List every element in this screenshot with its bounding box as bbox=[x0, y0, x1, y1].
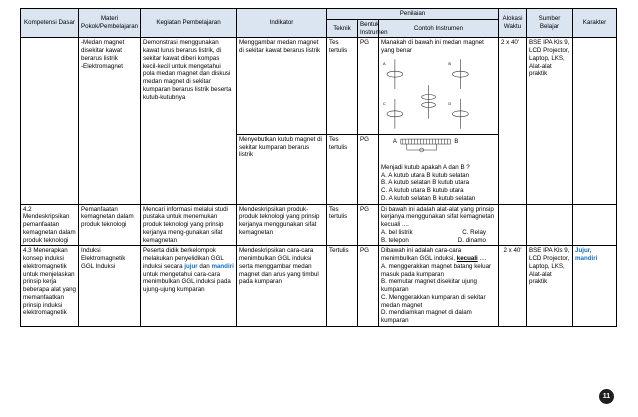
magnetic-field-figure bbox=[381, 55, 496, 133]
materi-cell bbox=[79, 38, 141, 204]
header-bentuk: Bentuk Instrumen bbox=[358, 19, 379, 38]
solenoid-label-b: B bbox=[454, 138, 459, 145]
table-row bbox=[21, 38, 617, 135]
kd-cell: 4.2 Mendeskripsikan pemanfaatan kemagnetan dalam produk teknologi bbox=[21, 204, 79, 246]
syllabus-table bbox=[20, 8, 617, 327]
header-kompetensi: Kompetensi Dasar bbox=[21, 9, 79, 38]
header-kegiatan: Kegiatan Pembelajaran bbox=[141, 9, 237, 38]
kecuali-emphasis: kecuali bbox=[456, 255, 478, 262]
contoh-cell bbox=[379, 38, 499, 135]
header-materi: Materi Pokok/Pembelajaran bbox=[79, 9, 141, 38]
answer-option: A. bel listrik bbox=[381, 228, 413, 236]
answer-option: D. dinamo bbox=[457, 236, 486, 244]
header-sumber: Sumber Belajar bbox=[527, 9, 573, 38]
solenoid-label-a: A bbox=[392, 138, 397, 145]
answer-option: C. A kutub utara B kutub utara bbox=[381, 187, 464, 194]
karakter-cell: Jujur, mandiri bbox=[573, 246, 617, 327]
options-line bbox=[381, 237, 496, 245]
materi-cell: Pemanfaatan kemagnetan dalam produk teknologi bbox=[79, 204, 141, 246]
materi-cell: Induksi Elektromagnetik GGL Induksi bbox=[79, 246, 141, 327]
karakter-cell-empty bbox=[573, 38, 617, 204]
kegiatan-cell: Demonstrasi menggunakan kawat lurus berarus listrik, di sekitar kawat diberi kompas kecil-kecil untuk mengetahui pola medan magnet dan diskusi medan magnet di sekitar kumparan berarus listrik beserta kutub-kutubnya bbox=[141, 38, 237, 204]
question-text: Dibawah ini adalah cara-cara menimbulkan GGL induksi, kecuali .... bbox=[381, 247, 487, 262]
header-teknik: Teknik bbox=[327, 19, 358, 38]
teknik-cell: Tes tertulis bbox=[327, 38, 358, 135]
sumber-cell: BSE IPA Kls 9, LCD Projector, Laptop, LKS, Alat-alat praktik bbox=[527, 38, 573, 204]
answer-option: B. A kutub selatan B kutub utara bbox=[381, 179, 470, 187]
materi-item: -Medan magnet disekitar kawat berarus listrik bbox=[81, 39, 125, 62]
indikator-cell: Menyebutkan kutub magnet di sekitar kumparan berarus listrik bbox=[237, 134, 327, 204]
contoh-cell bbox=[379, 246, 499, 327]
header-indikator: Indikator bbox=[237, 9, 327, 38]
answer-option: C. Relay bbox=[462, 228, 486, 236]
kegiatan-text: Peserta didik berkelompok melakukan penyelidikan GGL induksi secara bbox=[143, 247, 224, 270]
answer-option: A. menggerakkan magnet batang keluar masuk pada kumparan bbox=[381, 262, 492, 278]
highlight-mandiri: mandiri bbox=[211, 262, 234, 270]
options-line bbox=[381, 229, 496, 237]
header-alokasi: Alokasi Waktu bbox=[499, 9, 527, 38]
contoh-cell bbox=[379, 134, 499, 204]
teknik-cell: Tertulis bbox=[327, 246, 358, 327]
question-text: Menjadi kutub apakah A dan B ? bbox=[381, 163, 470, 171]
question-text: Manakah di bawah ini medan magnet yang benar bbox=[381, 39, 484, 54]
table-row bbox=[21, 246, 617, 327]
teknik-cell: Tes tertulis bbox=[327, 134, 358, 204]
answer-option: B. memutar magnet disekitar ujung kumparan bbox=[381, 278, 477, 293]
indikator-cell: Mendeskripsikan cara-cara menimbulkan GGL induksi serta menggambar medan magnet dan arus yang timbul pada kumparan bbox=[237, 246, 327, 327]
alokasi-cell: 2 x 40' bbox=[499, 246, 527, 327]
bentuk-cell: PG bbox=[358, 204, 379, 246]
teknik-cell: Tes tertulis bbox=[327, 204, 358, 246]
kd-cell-empty bbox=[21, 38, 79, 204]
figure-label-d: D bbox=[448, 100, 452, 106]
page-number-badge: 11 bbox=[599, 389, 614, 404]
bentuk-cell: PG bbox=[358, 134, 379, 204]
kd-cell: 4.3 Menerapkan konsep induksi elektromagnetik untuk menjelaskan prinsip kerja beberapa alat yang memanfaatkan prinsip induksi elektromagnetik bbox=[21, 246, 79, 327]
highlight-jujur: jujur bbox=[184, 262, 198, 270]
answer-option: A. A kutub utara B kutub selatan bbox=[381, 171, 470, 179]
bentuk-cell: PG bbox=[358, 246, 379, 327]
answer-option: B. telepon bbox=[381, 236, 409, 244]
kegiatan-text: dan bbox=[197, 262, 212, 270]
figure-label-c: C bbox=[382, 100, 386, 106]
answer-option: D. A kutub selatan B kutub selatan bbox=[381, 194, 476, 202]
question-text: Di bawah ini adalah alat-alat yang prinsip kerjanya menggunakan sifat kemagnetan kecuali .... bbox=[381, 205, 495, 228]
kegiatan-text: untuk mengetahui cara-cara menimbulkan GGL induksi pada ujung-ujung kumparan bbox=[143, 270, 231, 293]
figure-label-a: A bbox=[382, 61, 386, 66]
answer-option: C. Menggerakkan kumparan di sekitar medan magnet bbox=[381, 293, 486, 309]
header-contoh: Contoh Instrumen bbox=[379, 19, 499, 38]
indikator-cell: Mendeskripsikan produk-produk teknologi yang prinsip kerjanya menggunakan sifat kemagnetan bbox=[237, 204, 327, 246]
bentuk-cell: PG bbox=[358, 38, 379, 135]
indikator-cell: Menggambar medan magnet di sekitar kawat berarus listrik bbox=[237, 38, 327, 135]
header-penilaian: Penilaian bbox=[327, 9, 499, 20]
contoh-cell bbox=[379, 204, 499, 246]
alokasi-cell-empty bbox=[499, 204, 527, 246]
sumber-cell: BSE IPA Kls 9, LCD Projector, Laptop, LKS, Alat-alat praktik bbox=[527, 246, 573, 327]
figure-label-b: B bbox=[448, 61, 452, 66]
answer-option: D. mendiamkan magnet di dalam kumparan bbox=[381, 309, 472, 324]
sumber-cell-empty bbox=[527, 204, 573, 246]
karakter-cell-empty bbox=[573, 204, 617, 246]
materi-item: -Elektromagnet bbox=[81, 62, 123, 70]
table-row bbox=[21, 204, 617, 246]
header-karakter: Karakter bbox=[573, 9, 617, 38]
solenoid-figure bbox=[381, 136, 496, 164]
kegiatan-cell: Mencari informasi melalui studi pustaka untuk menemukan produk teknologi yang prinsip kerjanya meng-gunakan sifat kemagnetan bbox=[141, 204, 237, 246]
alokasi-cell: 2 x 40' bbox=[499, 38, 527, 204]
kegiatan-cell bbox=[141, 246, 237, 327]
header-row bbox=[21, 9, 617, 20]
